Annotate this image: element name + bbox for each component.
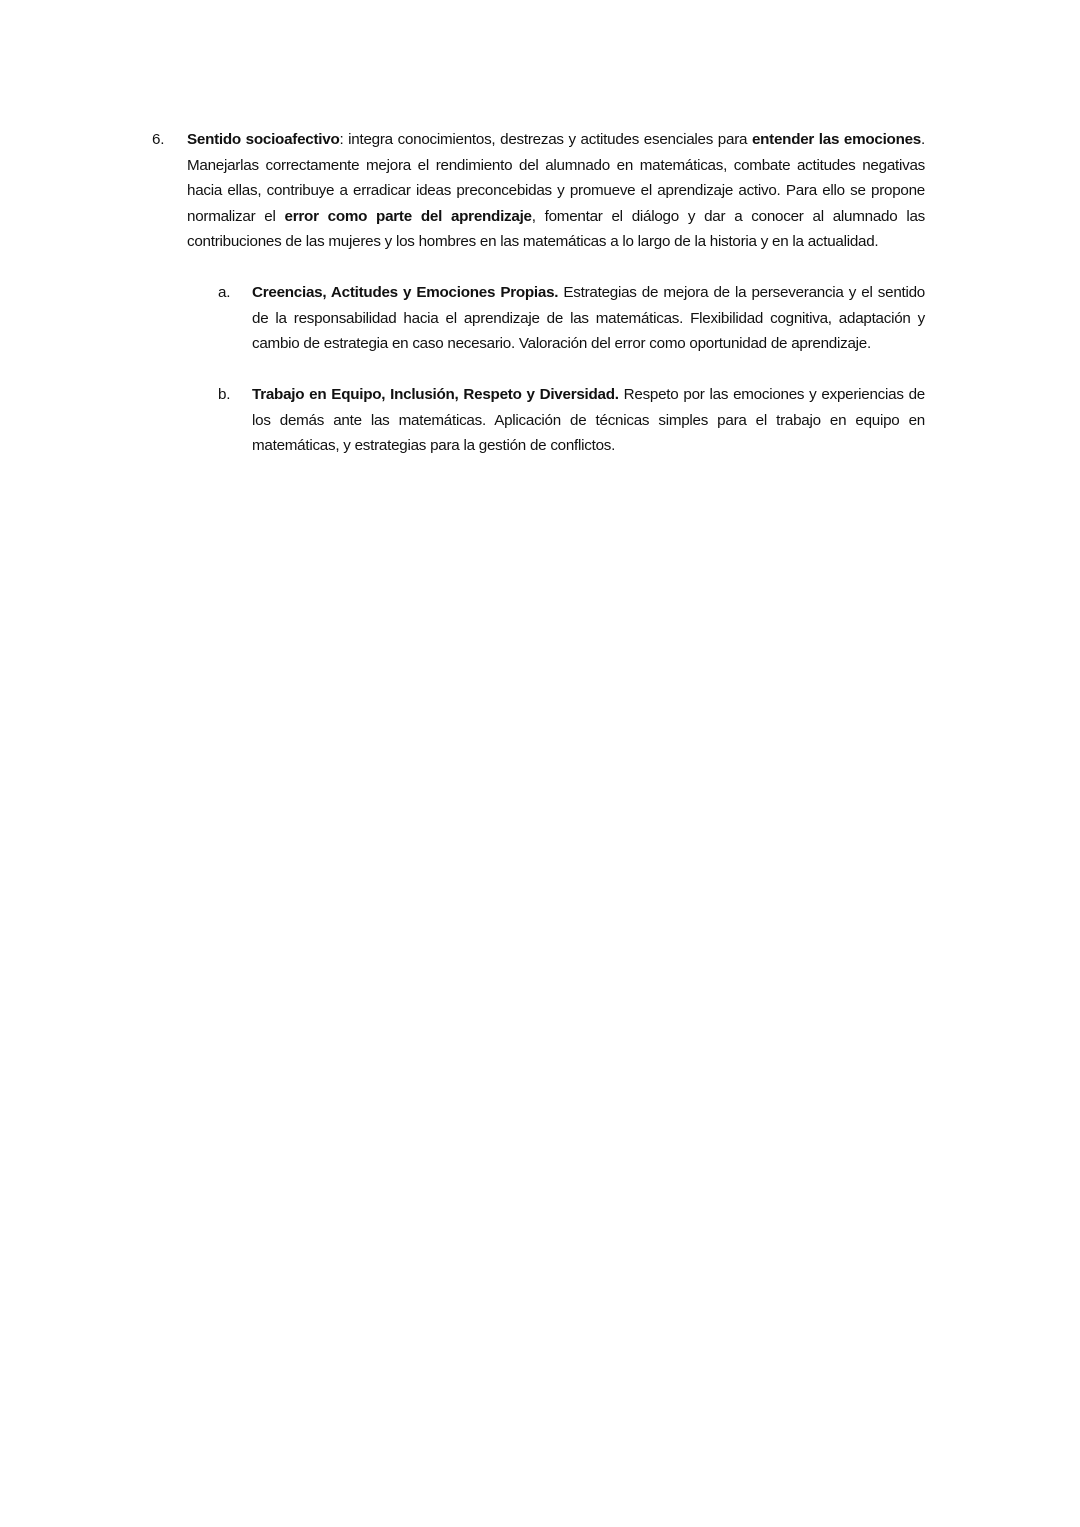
bold-term: Sentido socioafectivo	[187, 131, 340, 148]
subitem-title: Creencias, Actitudes y Emociones Propias.	[252, 284, 559, 301]
paragraph-text: , fomentar el diálogo y dar a conocer al alumnado las contribuciones de las mujeres y los hombres en las matemáticas a lo largo de la historia y en la actualidad.	[187, 207, 925, 251]
bold-term: entender las emociones	[751, 131, 921, 148]
subitem-text: Respeto por las emociones y experiencias de los demás ante las matemáticas. Aplicación de técnicas simples para el trabajo en equipo en matemáticas, y estrategias para la gestión de conflictos.	[252, 386, 925, 455]
subitem-b	[218, 382, 925, 459]
subitem-label: b.	[218, 386, 231, 403]
subitem-text: Estrategias de mejora de la perseverancia y el sentido de la responsabilidad hacia el aprendizaje de las matemáticas. Flexibilidad cognitiva, adaptación y cambio de estrategia en caso necesario. Valoración del error como oportunidad de aprendizaje.	[252, 284, 926, 353]
subitem-label: a.	[218, 284, 231, 301]
paragraph-text: : integra conocimientos, destrezas y actitudes esenciales para	[339, 131, 752, 148]
subitem-a	[218, 280, 926, 357]
subitem-title: Trabajo en Equipo, Inclusión, Respeto y Diversidad.	[252, 386, 619, 403]
paragraph-text: . Manejarlas correctamente mejora el rendimiento del alumnado en matemáticas, combate actitudes negativas hacia ellas, contribuye a erradicar ideas preconcebidas y promueve el aprendizaje activo. Para ello se propone normalizar el	[187, 131, 925, 225]
list-number: 6.	[152, 131, 165, 148]
bold-term: error como parte del aprendizaje	[284, 207, 532, 225]
section-6-paragraph	[152, 127, 925, 255]
